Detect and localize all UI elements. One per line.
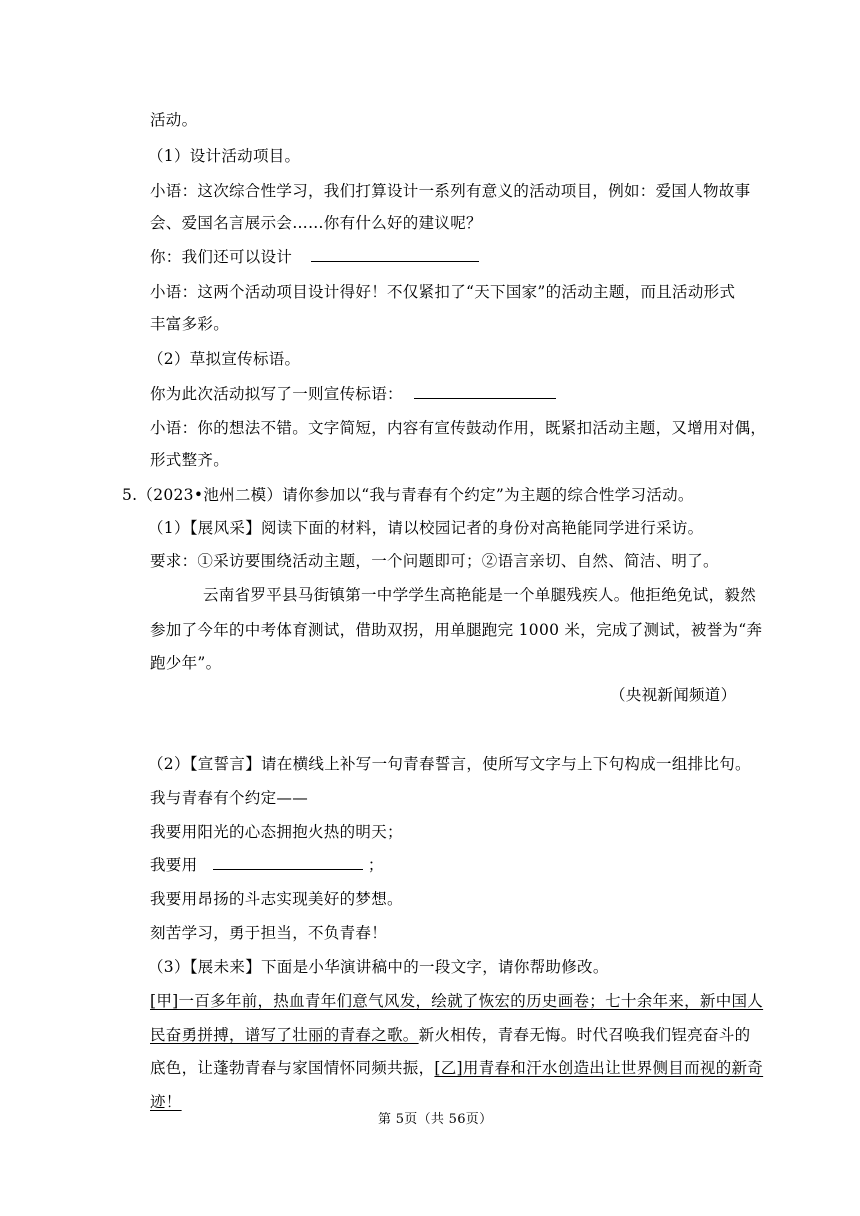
- answer-prefix: 你：我们还可以设计: [150, 248, 293, 266]
- page-footer: 第 5页（共 56页）: [378, 1112, 493, 1127]
- text-line: 我要用昂扬的斗志实现美好的梦想。: [150, 890, 403, 908]
- text-line: 小语：你的想法不错。文字简短，内容有宣传鼓动作用，既紧扣活动主题，又增用对偶，: [150, 419, 767, 437]
- text-line: 刻苦学习，勇于担当，不负青春！: [150, 924, 388, 942]
- answer-line: [150, 384, 556, 404]
- plain-text: 底色，让蓬勃青春与家国情怀同频共振，: [150, 1059, 435, 1077]
- speech-line: [150, 1058, 763, 1078]
- speech-line: [150, 991, 763, 1011]
- answer-blank[interactable]: [213, 855, 363, 870]
- answer-line: [150, 855, 384, 875]
- question-5-heading: 5.（2023•池州二模）请你参加以“我与青春有个约定”为主题的综合性学习活动。: [122, 486, 694, 504]
- answer-blank[interactable]: [311, 247, 479, 262]
- text-line: 丰富多彩。: [150, 315, 230, 333]
- text-line: 活动。: [150, 111, 198, 129]
- question-part-3: （3）【展未来】下面是小华演讲稿中的一段文字，请你帮助修改。: [148, 958, 609, 976]
- label-jia: [甲]: [150, 992, 179, 1010]
- underlined-text: 民奋勇拼搏，谱写了壮丽的青春之歌。: [150, 1026, 419, 1044]
- question-part-1: （1）【展风采】阅读下面的材料，请以校园记者的身份对高艳能同学进行采访。: [148, 519, 704, 537]
- answer-blank[interactable]: [414, 384, 556, 399]
- text-line: 我与青春有个约定——: [150, 789, 309, 807]
- material-source: （央视新闻频道）: [610, 686, 737, 704]
- text-line: 会、爱国名言展示会……你有什么好的建议呢？: [150, 214, 482, 232]
- material-line: 跑少年”。: [150, 654, 222, 672]
- text-line: 小语：这次综合性学习，我们打算设计一系列有意义的活动项目，例如：爱国人物故事: [150, 182, 751, 200]
- question-part-2: （2）【宣誓言】请在横线上补写一句青春誓言，使所写文字与上下句构成一组排比句。: [148, 755, 751, 773]
- underlined-text: 一百多年前，热血青年们意气风发，绘就了恢宏的历史画卷；七十余年来，新中国人: [178, 992, 764, 1010]
- material-line: 参加了今年的中考体育测试，借助双拐，用单腿跑完 1000 米，完成了测试，被誉为“奔: [150, 621, 763, 639]
- label-yi: [乙]: [434, 1059, 463, 1077]
- requirement-line: 要求：①采访要围绕活动主题，一个问题即可；②语言亲切、自然、简洁、明了。: [150, 552, 719, 570]
- text-line: 小语：这两个活动项目设计得好！不仅紧扣了“天下国家”的活动主题，而且活动形式: [150, 283, 736, 301]
- speech-line: [150, 1025, 750, 1045]
- answer-suffix: ；: [367, 856, 384, 874]
- question-part-2: （2）草拟宣传标语。: [148, 350, 301, 368]
- answer-prefix: 你为此次活动拟写了一则宣传标语：: [150, 385, 403, 403]
- text-line: 形式整齐。: [150, 451, 230, 469]
- material-line: 云南省罗平县马街镇第一中学学生高艳能是一个单腿残疾人。他拒绝免试，毅然: [203, 586, 757, 604]
- answer-line: [150, 247, 479, 267]
- speech-line: [150, 1092, 182, 1112]
- underlined-text: 迹！: [150, 1093, 182, 1111]
- underlined-text: 用青春和汗水创造出让世界侧目而视的新奇: [462, 1059, 764, 1077]
- answer-prefix: 我要用: [150, 856, 198, 874]
- text-line: 我要用阳光的心态拥抱火热的明天；: [150, 823, 403, 841]
- question-part-1: （1）设计活动项目。: [148, 147, 301, 165]
- plain-text: 新火相传，青春无悔。时代召唤我们锃亮奋斗的: [418, 1026, 751, 1044]
